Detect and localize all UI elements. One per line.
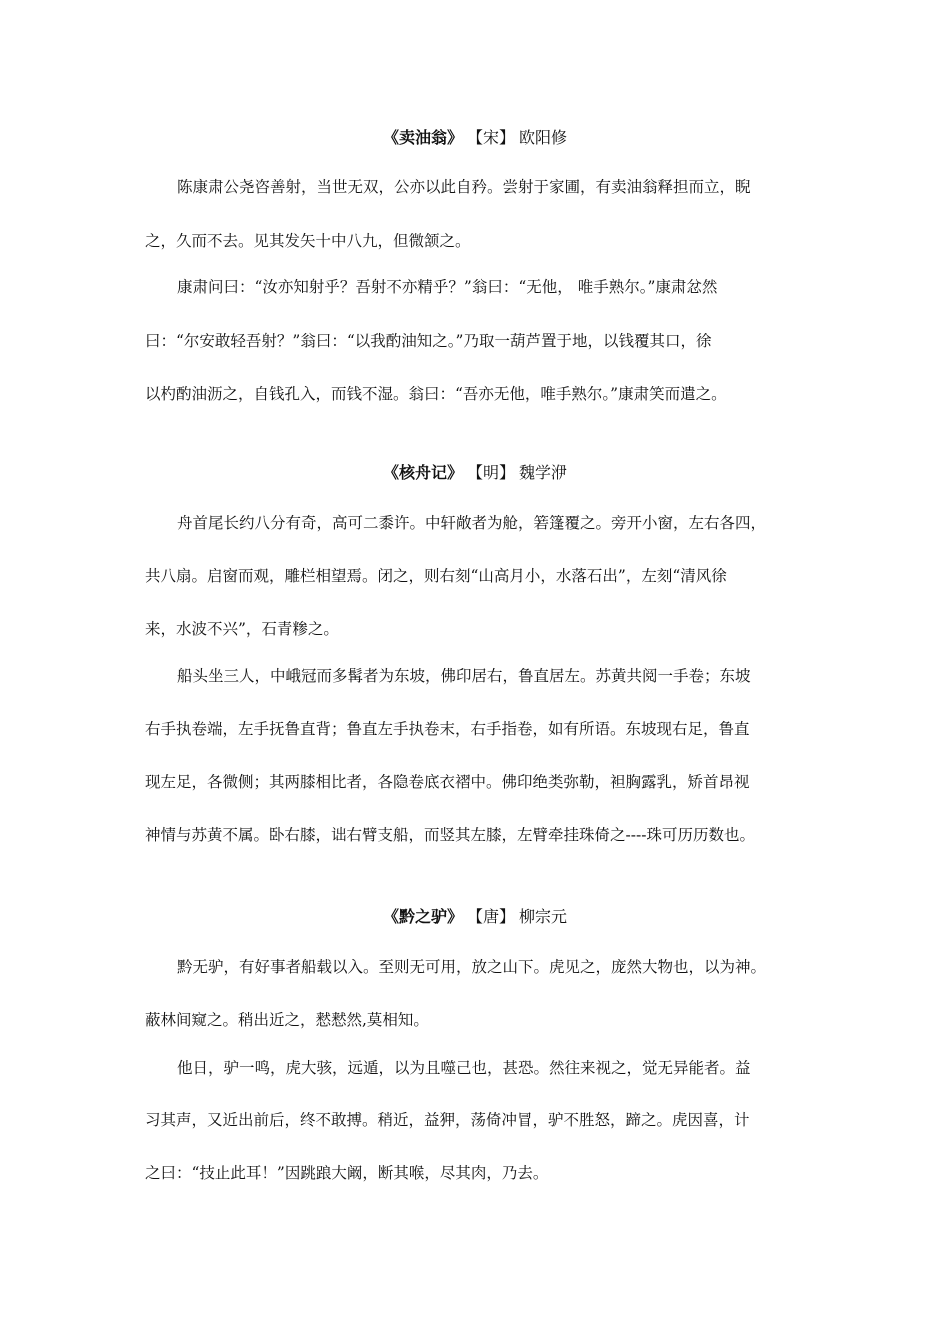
author-name: 欧阳修 — [519, 128, 568, 147]
text-line: 习其声，又近出前后，终不敢搏。稍近，益狎，荡倚冲冒，驴不胜怒，蹄之。虎因喜，计 — [145, 1111, 750, 1129]
text-line: 神情与苏黄不属。卧右膝，诎右臂支船，而竖其左膝，左臂牵挂珠倚之----珠可历历数也。 — [145, 826, 755, 844]
dynasty-label: 【宋】 — [474, 128, 515, 147]
text-line: 右手执卷端，左手抚鲁直背；鲁直左手执卷末，右手指卷，如有所语。东坡现右足，鲁直 — [145, 720, 750, 738]
text-line: 共八扇。启窗而观，雕栏相望焉。闭之，则右刻“山高月小，水落石出”，左刻“清风徐 — [145, 567, 727, 585]
text-line: 船头坐三人，中峨冠而多髯者为东坡，佛印居右，鲁直居左。苏黄共阅一手卷；东坡 — [177, 667, 751, 685]
text-line: 来，水波不兴”，石青糁之。 — [145, 620, 339, 638]
text-line: 陈康肃公尧咨善射，当世无双，公亦以此自矜。尝射于家圃，有卖油翁释担而立，睨 — [177, 178, 751, 196]
work-title: 《卖油翁》 — [382, 128, 463, 147]
text-line: 之曰：“技止此耳！”因跳踉大阚，断其喉，尽其肉，乃去。 — [145, 1164, 549, 1182]
work-title: 《核舟记》 — [382, 463, 463, 482]
author-name: 柳宗元 — [519, 907, 568, 926]
text-line: 蔽林间窥之。稍出近之，慭慭然,莫相知。 — [145, 1011, 429, 1029]
text-line: 之，久而不去。见其发矢十中八九，但微颔之。 — [145, 232, 471, 250]
dynasty-label: 【明】 — [474, 463, 515, 482]
work-title: 《黔之驴》 — [382, 907, 463, 926]
dynasty-label: 【唐】 — [474, 907, 515, 926]
text-line: 黔无驴，有好事者船载以入。至则无可用，放之山下。虎见之，庞然大物也，以为神。 — [177, 958, 767, 976]
text-line: 他日，驴一鸣，虎大骇，远遁，以为且噬己也，甚恐。然往来视之，觉无异能者。益 — [177, 1059, 751, 1077]
text-line: 曰：“尔安敢轻吾射？”翁曰：“以我酌油知之。”乃取一葫芦置于地，以钱覆其口，徐 — [145, 332, 712, 350]
section-title — [0, 463, 950, 483]
text-line: 康肃问曰：“汝亦知射乎？吾射不亦精乎？”翁曰：“无他， 唯手熟尔。”康肃忿然 — [177, 278, 718, 296]
text-line: 以杓酌油沥之，自钱孔入，而钱不湿。翁曰：“吾亦无他，唯手熟尔。”康肃笑而遣之。 — [145, 385, 727, 403]
text-line: 舟首尾长约八分有奇，高可二黍许。中轩敞者为舱，箬篷覆之。旁开小窗，左右各四， — [177, 514, 767, 532]
text-line: 现左足，各微侧；其两膝相比者，各隐卷底衣褶中。佛印绝类弥勒，袒胸露乳，矫首昂视 — [145, 773, 750, 791]
author-name: 魏学洢 — [519, 463, 568, 482]
section-title — [0, 907, 950, 927]
section-title — [0, 128, 950, 148]
